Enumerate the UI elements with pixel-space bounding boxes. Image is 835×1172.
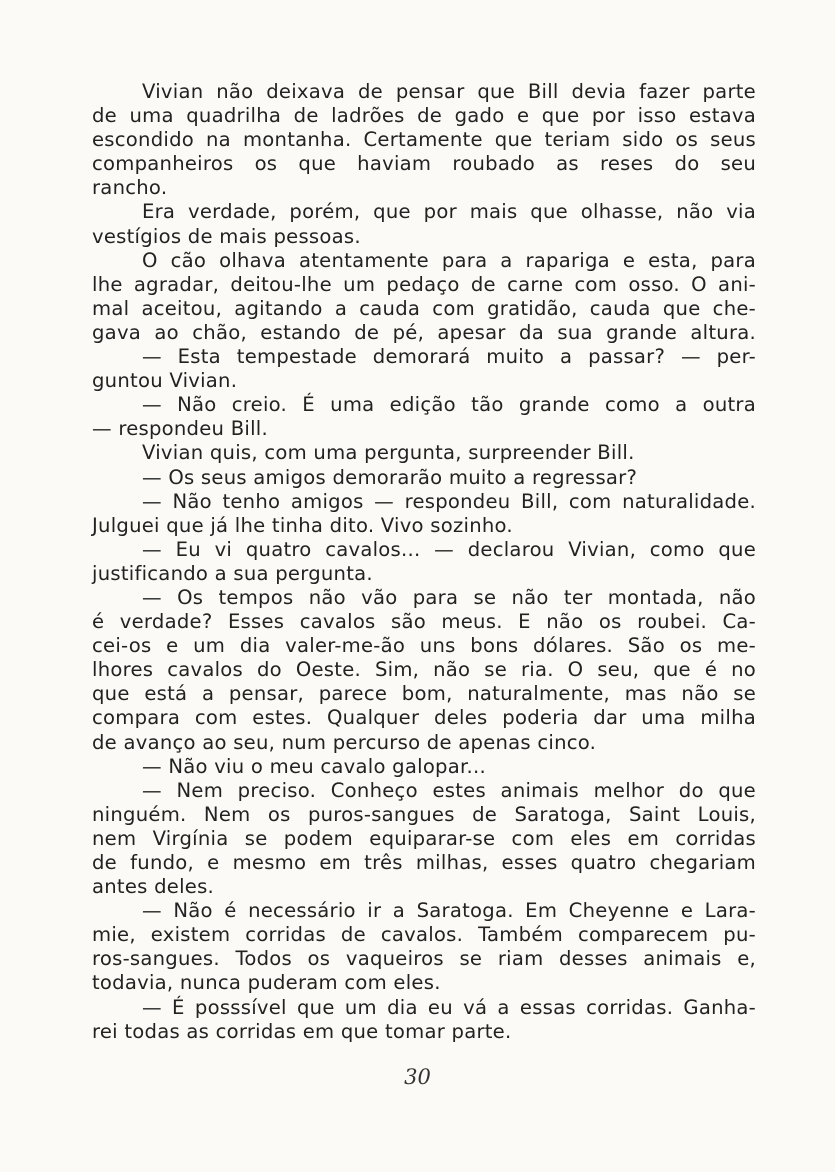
text-line: — respondeu Bill. (92, 417, 268, 441)
text-line: — Nem preciso. Conheço estes animais melhor do que (142, 778, 756, 802)
text-line: Era verdade, porém, que por mais que olhasse, não via (142, 200, 756, 224)
text-line: — Os seus amigos demorarão muito a regressar? (142, 465, 638, 489)
text-line: — Esta tempestade demorará muito a passar? — per- (142, 345, 756, 369)
text-line: compara com estes. Qualquer deles poderia dar uma milha (92, 706, 756, 730)
text-line: Vivian não deixava de pensar que Bill devia fazer parte (142, 80, 756, 103)
page-number: 30 (404, 1065, 431, 1089)
text-line: de uma quadrilha de ladrões de gado e que por isso estava (92, 104, 756, 128)
text-line: lhores cavalos do Oeste. Sim, não se ria. O seu, que é no (92, 658, 756, 682)
text-line: Vivian quis, com uma pergunta, surpreender Bill. (142, 441, 635, 465)
text-line: ros-sangues. Todos os vaqueiros se riam desses animais e, (92, 947, 756, 971)
text-line: mie, existem corridas de cavalos. Também comparecem pu- (92, 923, 756, 947)
text-line: rancho. (92, 176, 168, 200)
body-text (92, 80, 756, 1044)
text-line: gava ao chão, estando de pé, apesar da sua grande altura. (92, 320, 756, 344)
text-line: vestígios de mais pessoas. (92, 224, 361, 248)
text-line: — Os tempos não vão para se não ter montada, não (142, 585, 756, 609)
text-line: nem Virgínia se podem equiparar-se com eles em corridas (92, 826, 756, 850)
text-line: justificando a sua pergunta. (92, 561, 373, 585)
text-line: — É posssível que um dia eu vá a essas corridas. Ganha- (142, 995, 756, 1019)
text-line: rei todas as corridas em que tomar parte. (92, 1019, 512, 1043)
text-line: de fundo, e mesmo em três milhas, esses quatro chegariam (92, 851, 756, 874)
text-line: todavia, nunca puderam com eles. (92, 971, 441, 995)
text-line: companheiros os que haviam roubado as reses do seu (92, 152, 756, 176)
text-line: O cão olhava atentamente para a rapariga e esta, para (142, 248, 756, 272)
text-line: lhe agradar, deitou-lhe um pedaço de carne com osso. O ani- (92, 272, 756, 296)
text-line: é verdade? Esses cavalos são meus. E não os roubei. Ca- (92, 610, 756, 634)
text-line: de avanço ao seu, num percurso de apenas cinco. (92, 730, 597, 754)
text-line: guntou Vivian. (92, 369, 238, 393)
text-line: Julguei que já lhe tinha dito. Vivo sozinho. (92, 513, 513, 537)
text-line: — Não viu o meu cavalo galopar... (142, 754, 486, 778)
text-line: — Não creio. É uma edição tão grande como a outra (142, 393, 756, 417)
text-line: — Eu vi quatro cavalos... — declarou Vivian, como que (142, 537, 756, 561)
text-line: ninguém. Nem os puros-sangues de Saratoga, Saint Louis, (92, 802, 756, 826)
text-line: que está a pensar, parece bom, naturalmente, mas não se (92, 682, 756, 706)
text-line: — Não tenho amigos — respondeu Bill, com naturalidade. (142, 489, 756, 513)
text-line: cei-os e um dia valer-me-ão uns bons dólares. São os me- (92, 634, 756, 658)
text-line: — Não é necessário ir a Saratoga. Em Cheyenne e Lara- (142, 899, 756, 923)
text-line: escondido na montanha. Certamente que teriam sido os seus (92, 128, 756, 152)
text-line: antes deles. (92, 875, 215, 899)
text-line: mal aceitou, agitando a cauda com gratidão, cauda que che- (92, 296, 756, 320)
